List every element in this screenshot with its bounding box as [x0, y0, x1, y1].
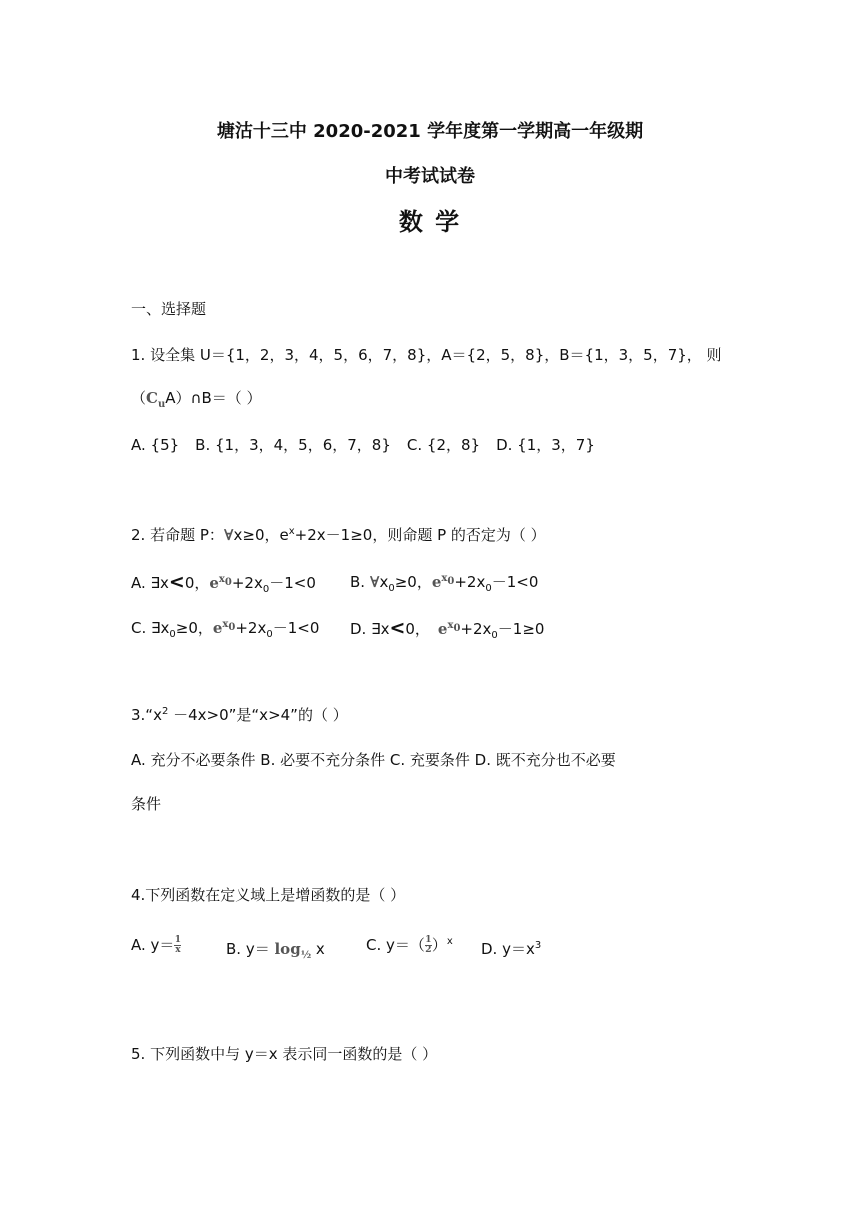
q2-stem-sup: x: [288, 526, 295, 537]
subject-title: 数 学: [398, 208, 462, 236]
exp-x0: x0: [218, 574, 232, 588]
q3-options-cont: 条件: [131, 795, 162, 813]
q1-stem: 1. 设全集 U＝{1，2，3，4，5，6，7，8}，A＝{2，5，8}，B＝{1，3，5，7}， 则: [131, 346, 722, 364]
q1-stem-cont: [131, 387, 262, 410]
q2-option-d: D. ∃x<0， $e^{x_0}+2x_0-1\ge 0$: [350, 617, 545, 641]
q1-option-b: B. {1，3，4，5，6，7，8}: [195, 436, 391, 454]
complement-symbol: C: [146, 389, 158, 407]
q4-stem: 4.下列函数在定义域上是增函数的是（ ）: [131, 886, 406, 904]
q2-option-b: B. $\forall x_0\ge 0$，$e^{x_0}+2x_0-1<0$: [350, 573, 539, 594]
exp-e: e: [431, 573, 442, 591]
q4-option-b: B. $y= \log_{\frac{1}{2}} x$: [226, 940, 325, 961]
exp-e: e: [209, 574, 219, 592]
log-base: ½: [300, 950, 312, 961]
q2-stem-pre: 2. 若命题 P：: [131, 526, 224, 544]
q2-a-label: A. ∃x: [131, 574, 169, 592]
q4-option-d: D. $y=x^3$: [481, 940, 542, 958]
q5-stem: 5. 下列函数中与 y＝x 表示同一函数的是（ ）: [131, 1045, 438, 1063]
q1-option-c: C. {2，8}: [406, 436, 481, 454]
fraction-1-over-x: $\frac{1}{x}$: [174, 935, 182, 955]
q2-stem: [131, 524, 546, 545]
fraction-1-over-2: $\frac{1}{2}$: [425, 935, 432, 955]
exam-title-line1: 塘沽十三中 2020-2021 学年度第一学期高一年级期: [216, 121, 644, 142]
q3-stem: $3.“x^2 -4x>0$”是“x>4”的（ ）: [131, 706, 348, 724]
q2-stem-post: +2x－1≥0，则命题 P 的否定为（ ）: [294, 526, 546, 544]
q2-option-c: C. $\exists x_0\ge 0$，$e^{x_0}+2x_0-1<0$: [131, 619, 320, 640]
complement-subscript: u: [157, 399, 166, 410]
q2-stem-mid: x≥0，e: [233, 526, 289, 544]
exp-x0: x0: [441, 573, 455, 587]
q2-option-a: A. ∃x<0，$e^{x_0}+2x_0-1<0$: [131, 571, 316, 595]
section-heading: 一、选择题: [131, 300, 207, 318]
exam-title-line2: 中考试试卷: [385, 166, 475, 187]
forall-symbol: ∀: [369, 573, 380, 591]
log-symbol: log: [274, 940, 301, 958]
exp-x0: x0: [447, 620, 461, 634]
exp-e: e: [212, 619, 223, 637]
forall-symbol: ∀: [223, 526, 234, 544]
exp-e: e: [437, 620, 448, 638]
q1-stem-rest: A）∩B＝（ ）: [165, 389, 262, 407]
q4-option-a: A. y＝ $\frac{1}{x}$: [131, 935, 182, 955]
q3-options: A. 充分不必要条件 B. 必要不充分条件 C. 充要条件 D. 既不充分也不必要: [131, 751, 616, 769]
q2-d-label: D. ∃x: [350, 620, 390, 638]
exp-x0: x0: [222, 619, 236, 633]
q1-paren-open: （: [131, 389, 147, 407]
q2-a-lt: <: [168, 571, 185, 593]
q1-option-d: D. {1，3，7}: [496, 436, 595, 454]
q2-b-label: B.: [350, 573, 370, 591]
q4-option-c: C. y＝（ $\frac{1}{2}$ ）$^x$: [366, 935, 453, 955]
q2-a-rest1: 0，: [184, 574, 210, 592]
q2-c-label: C. ∃x: [131, 619, 170, 637]
q1-options: [131, 434, 595, 455]
q1-option-a: A. {5}: [131, 436, 180, 454]
